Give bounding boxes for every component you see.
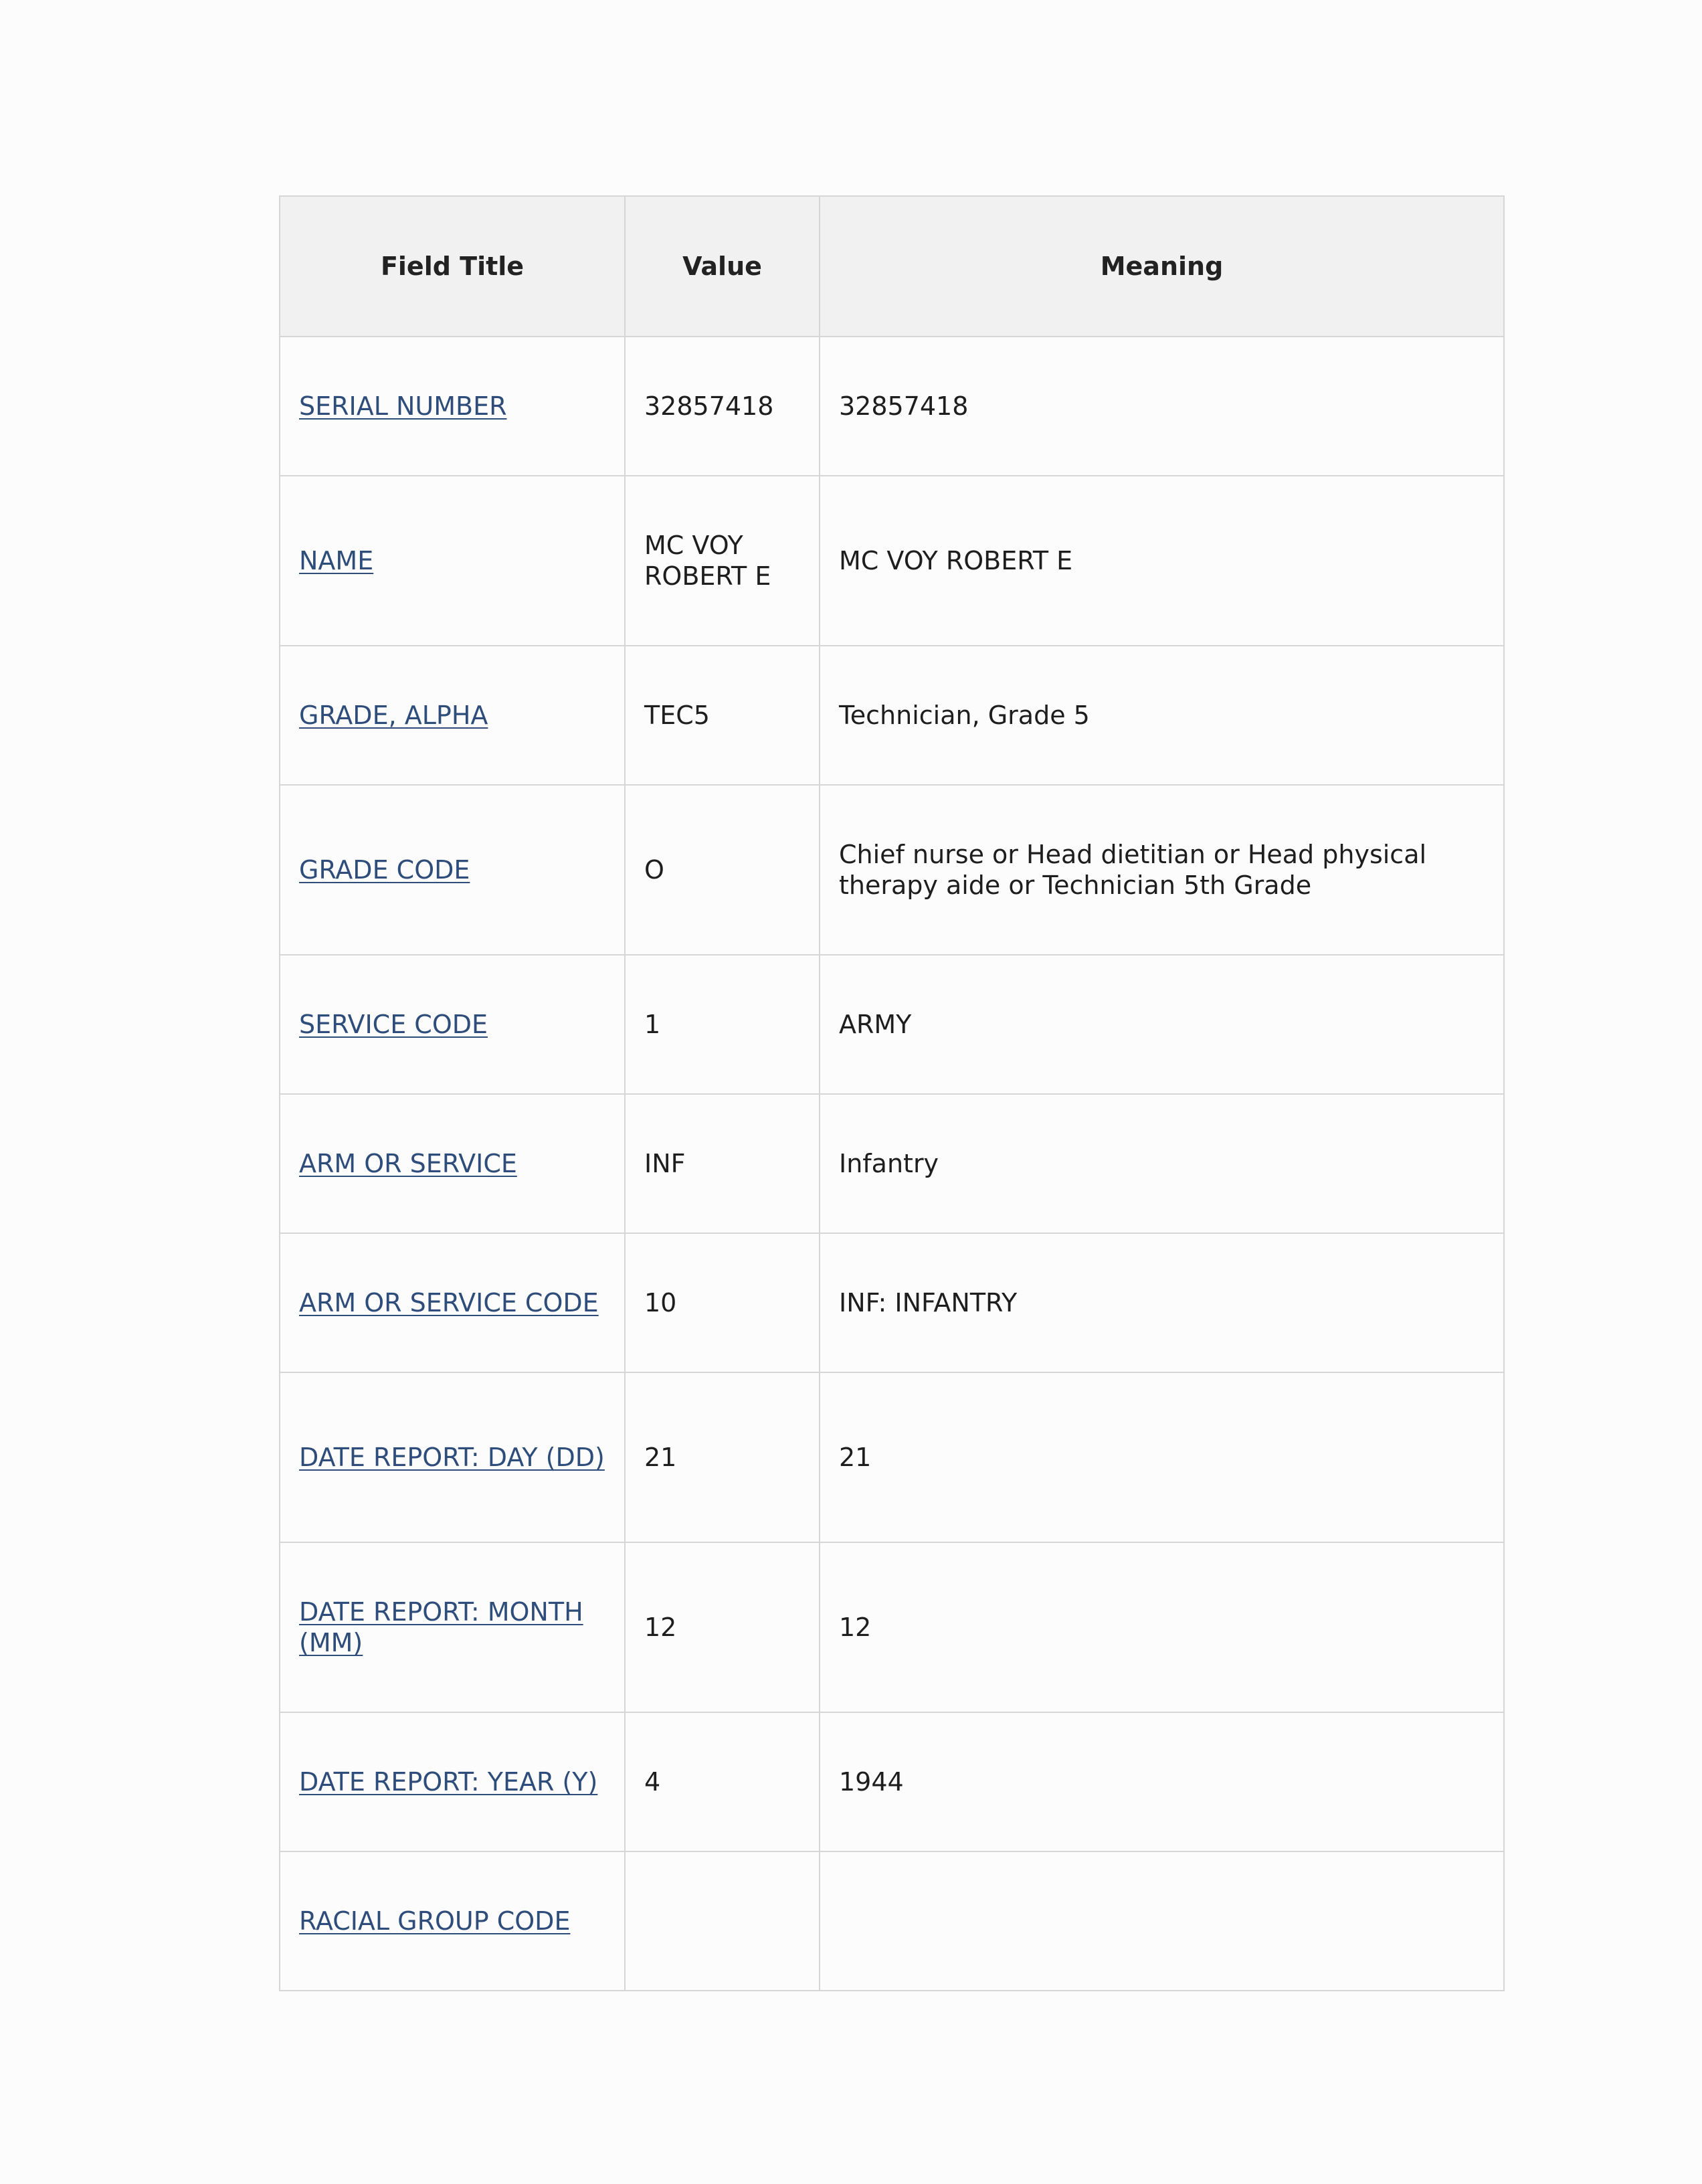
field-cell — [280, 955, 625, 1094]
meaning-cell: INF: INFANTRY — [820, 1233, 1504, 1372]
value-cell: 4 — [625, 1712, 820, 1851]
field-link-date-report-year[interactable]: DATE REPORT: YEAR (Y) — [299, 1767, 598, 1797]
meaning-cell: Chief nurse or Head dietitian or Head physical therapy aide or Technician 5th Grade — [820, 785, 1504, 955]
table-row — [280, 1094, 1504, 1233]
field-cell — [280, 1712, 625, 1851]
field-cell — [280, 1372, 625, 1542]
field-cell — [280, 1542, 625, 1712]
field-cell — [280, 476, 625, 646]
field-link-serial-number[interactable]: SERIAL NUMBER — [299, 391, 507, 421]
field-cell — [280, 1094, 625, 1233]
table-row — [280, 1372, 1504, 1542]
field-cell — [280, 1233, 625, 1372]
value-cell: 12 — [625, 1542, 820, 1712]
value-cell: O — [625, 785, 820, 955]
value-cell: 10 — [625, 1233, 820, 1372]
table-row — [280, 476, 1504, 646]
meaning-cell: MC VOY ROBERT E — [820, 476, 1504, 646]
meaning-cell: 12 — [820, 1542, 1504, 1712]
record-table — [279, 195, 1505, 1991]
field-cell — [280, 785, 625, 955]
table-row — [280, 785, 1504, 955]
value-cell: MC VOY ROBERT E — [625, 476, 820, 646]
field-cell — [280, 1851, 625, 1991]
table-row — [280, 1851, 1504, 1991]
meaning-cell: Technician, Grade 5 — [820, 646, 1504, 785]
value-cell: 32857418 — [625, 337, 820, 476]
table-row — [280, 1233, 1504, 1372]
table-header-row — [280, 196, 1504, 337]
table-row — [280, 955, 1504, 1094]
header-value: Value — [625, 196, 820, 337]
field-link-name[interactable]: NAME — [299, 546, 374, 575]
field-link-racial-group-code[interactable]: RACIAL GROUP CODE — [299, 1906, 571, 1936]
value-cell: 21 — [625, 1372, 820, 1542]
meaning-cell: 32857418 — [820, 337, 1504, 476]
header-meaning: Meaning — [820, 196, 1504, 337]
table-row — [280, 646, 1504, 785]
value-cell — [625, 1851, 820, 1991]
field-link-arm-or-service-code[interactable]: ARM OR SERVICE CODE — [299, 1288, 599, 1317]
meaning-cell: ARMY — [820, 955, 1504, 1094]
field-link-date-report-day[interactable]: DATE REPORT: DAY (DD) — [299, 1443, 605, 1472]
table-row — [280, 337, 1504, 476]
meaning-cell: Infantry — [820, 1094, 1504, 1233]
table-row — [280, 1542, 1504, 1712]
field-cell — [280, 337, 625, 476]
value-cell: TEC5 — [625, 646, 820, 785]
meaning-cell — [820, 1851, 1504, 1991]
field-link-grade-code[interactable]: GRADE CODE — [299, 855, 470, 885]
header-field-title: Field Title — [280, 196, 625, 337]
value-cell: INF — [625, 1094, 820, 1233]
value-cell: 1 — [625, 955, 820, 1094]
field-link-service-code[interactable]: SERVICE CODE — [299, 1010, 488, 1039]
meaning-cell: 1944 — [820, 1712, 1504, 1851]
table-row — [280, 1712, 1504, 1851]
field-link-date-report-month[interactable]: DATE REPORT: MONTH (MM) — [299, 1597, 583, 1657]
field-cell — [280, 646, 625, 785]
meaning-cell: 21 — [820, 1372, 1504, 1542]
field-link-grade-alpha[interactable]: GRADE, ALPHA — [299, 701, 488, 730]
field-link-arm-or-service[interactable]: ARM OR SERVICE — [299, 1149, 517, 1178]
